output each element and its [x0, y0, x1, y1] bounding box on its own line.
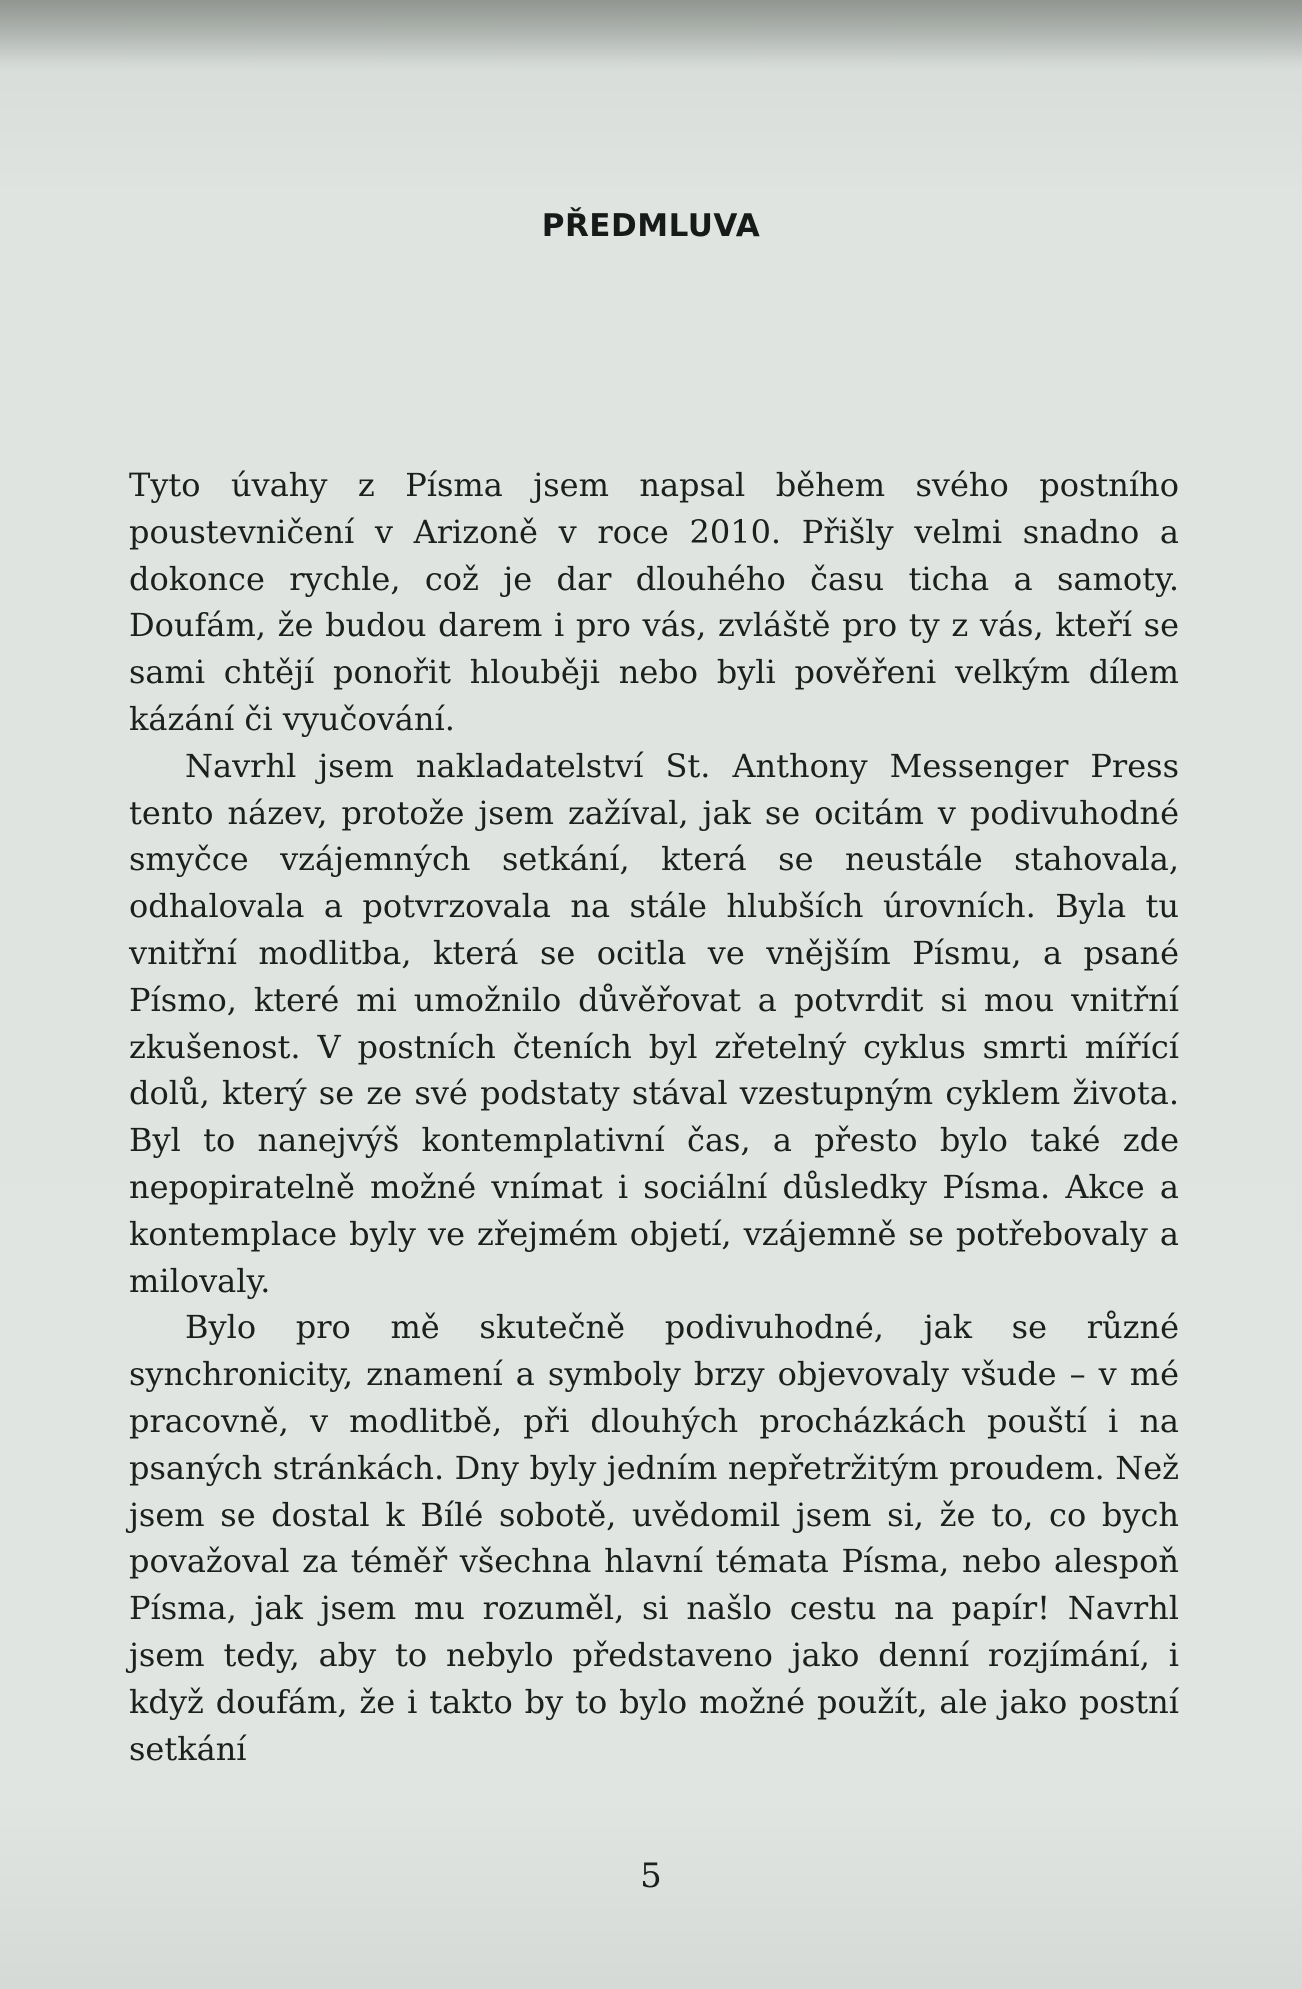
paragraph-3: Bylo pro mě skutečně podivuhodné, jak se různé synchronicity, znamení a symboly brzy objevovaly všude – v mé pracovně, v modlitbě, při dlouhých procházkách pouští i na psaných stránkách. Dny byly jedním nepřetržitým proudem. Než jsem se dostal k Bílé sobotě, uvědomil jsem si, že to, co bych považoval za téměř všechna hlavní témata Písma, nebo alespoň Písma, jak jsem mu rozuměl, si našlo cestu na papír! Navrhl jsem tedy, aby to nebylo představeno jako denní rozjímání, i když doufám, že i takto by to bylo možné použít, ale jako postní setkání — [129, 1308, 1179, 1768]
page-number: 5 — [640, 1856, 662, 1896]
paragraph-1: Tyto úvahy z Písma jsem napsal během svého postního poustevničení v Arizoně v roce 2010. Přišly velmi snadno a dokonce rychle, což je dar dlouhého času ticha a samoty. Doufám, že budou darem i pro vás, zvláště pro ty z vás, kteří se sami chtějí ponořit hlouběji nebo byli pověřeni velkým dílem kázání či vyučování. — [129, 466, 1179, 738]
page-body — [129, 462, 1179, 1772]
paragraph-2: Navrhl jsem nakladatelství St. Anthony Messenger Press tento název, protože jsem zažíval, jak se ocitám v podivuhodné smyčce vzájemných setkání, která se neustále stahovala, odhalovala a potvrzovala na stále hlubších úrovních. Byla tu vnitřní modlitba, která se ocitla ve vnějším Písmu, a psané Písmo, které mi umožnilo důvěřovat a potvrdit si mou vnitřní zkušenost. V postních čteních byl zřetelný cyklus smrti mířící dolů, který se ze své podstaty stával vzestupným cyklem života. Byl to nanejvýš kontemplativní čas, a přesto bylo také zde nepopiratelně možné vnímat i sociální důsledky Písma. Akce a kontemplace byly ve zřejmém objetí, vzájemně se potřebovaly a milovaly. — [129, 746, 1179, 1300]
page-top-shadow — [0, 0, 1302, 70]
chapter-title: PŘEDMLUVA — [541, 208, 761, 244]
